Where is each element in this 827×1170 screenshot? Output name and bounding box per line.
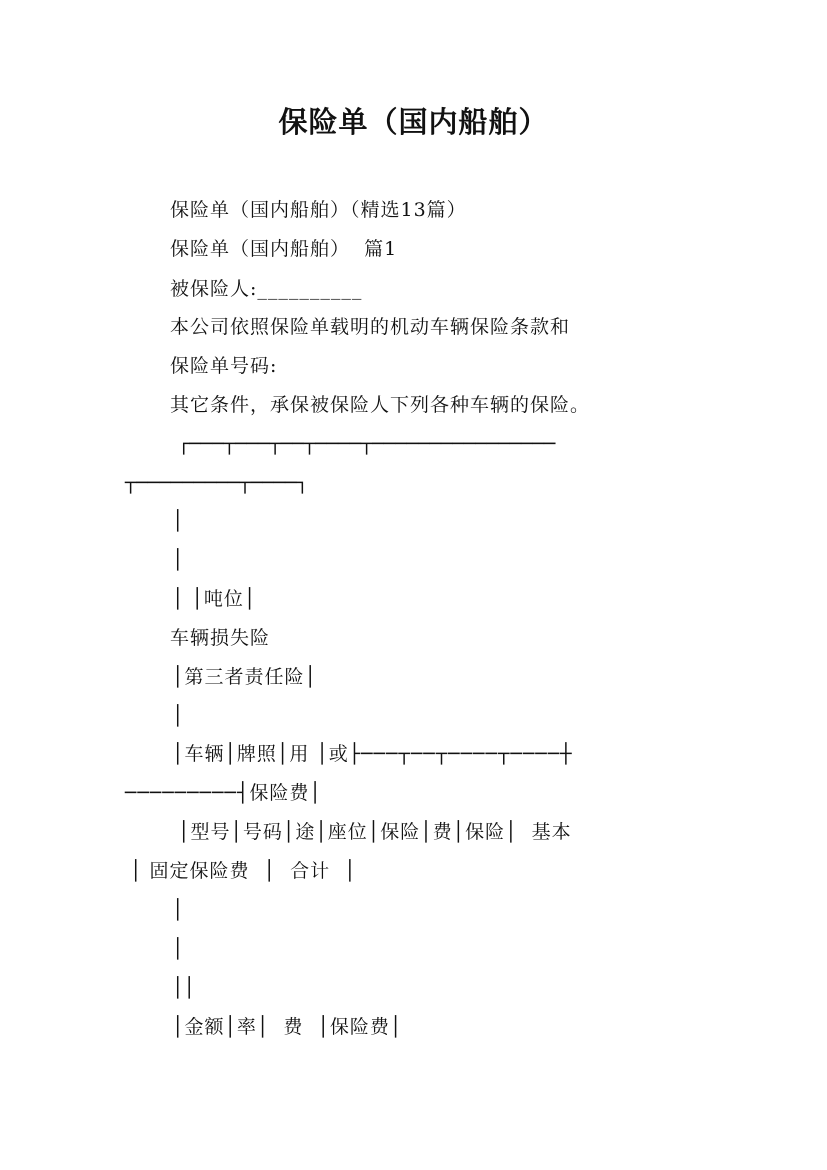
table-row-text: │车辆│牌照│用 │或├───┬──┬────┬────┼ xyxy=(172,743,573,765)
text-line: 本公司依照保险单载明的机动车辆保险条款和 xyxy=(170,316,571,338)
table-border-line: ┌───┬───┬──┬────┬──────────────── xyxy=(178,433,556,455)
document-title: 保险单（国内船舶） xyxy=(278,105,549,139)
table-row-text: │金额│率│ 费 │保险费│ xyxy=(172,1016,403,1038)
table-border-line: │ xyxy=(172,899,184,921)
text-line: 保险单（国内船舶） 篇1 xyxy=(170,238,398,260)
table-border-line: ││ xyxy=(172,977,195,999)
text-line: 保险单（国内船舶）（精选13篇） xyxy=(170,199,467,221)
table-row-text: │第三者责任险│ xyxy=(172,666,317,688)
text-line: 保险单号码: xyxy=(170,355,278,377)
table-row-text: │型号│号码│途│座位│保险│费│保险│ 基本 xyxy=(178,821,572,843)
text-line: 被保险人:__________ xyxy=(170,278,363,300)
table-border-line: │ xyxy=(172,938,184,960)
text-line: 其它条件，承保被保险人下列各种车辆的保险。 xyxy=(170,394,591,416)
table-row-text: ─────────┤保险费│ xyxy=(125,782,322,804)
table-border-line: ┬─────────┬────┐ xyxy=(125,472,309,494)
table-border-line: │ xyxy=(172,705,184,727)
table-row-text: │ │吨位│ xyxy=(172,588,257,610)
table-row-text: 车辆损失险 xyxy=(170,627,271,649)
table-border-line: │ xyxy=(172,549,184,571)
table-border-line: │ xyxy=(172,510,184,532)
table-row-text: │ 固定保险费 │ 合计 │ xyxy=(130,860,357,882)
